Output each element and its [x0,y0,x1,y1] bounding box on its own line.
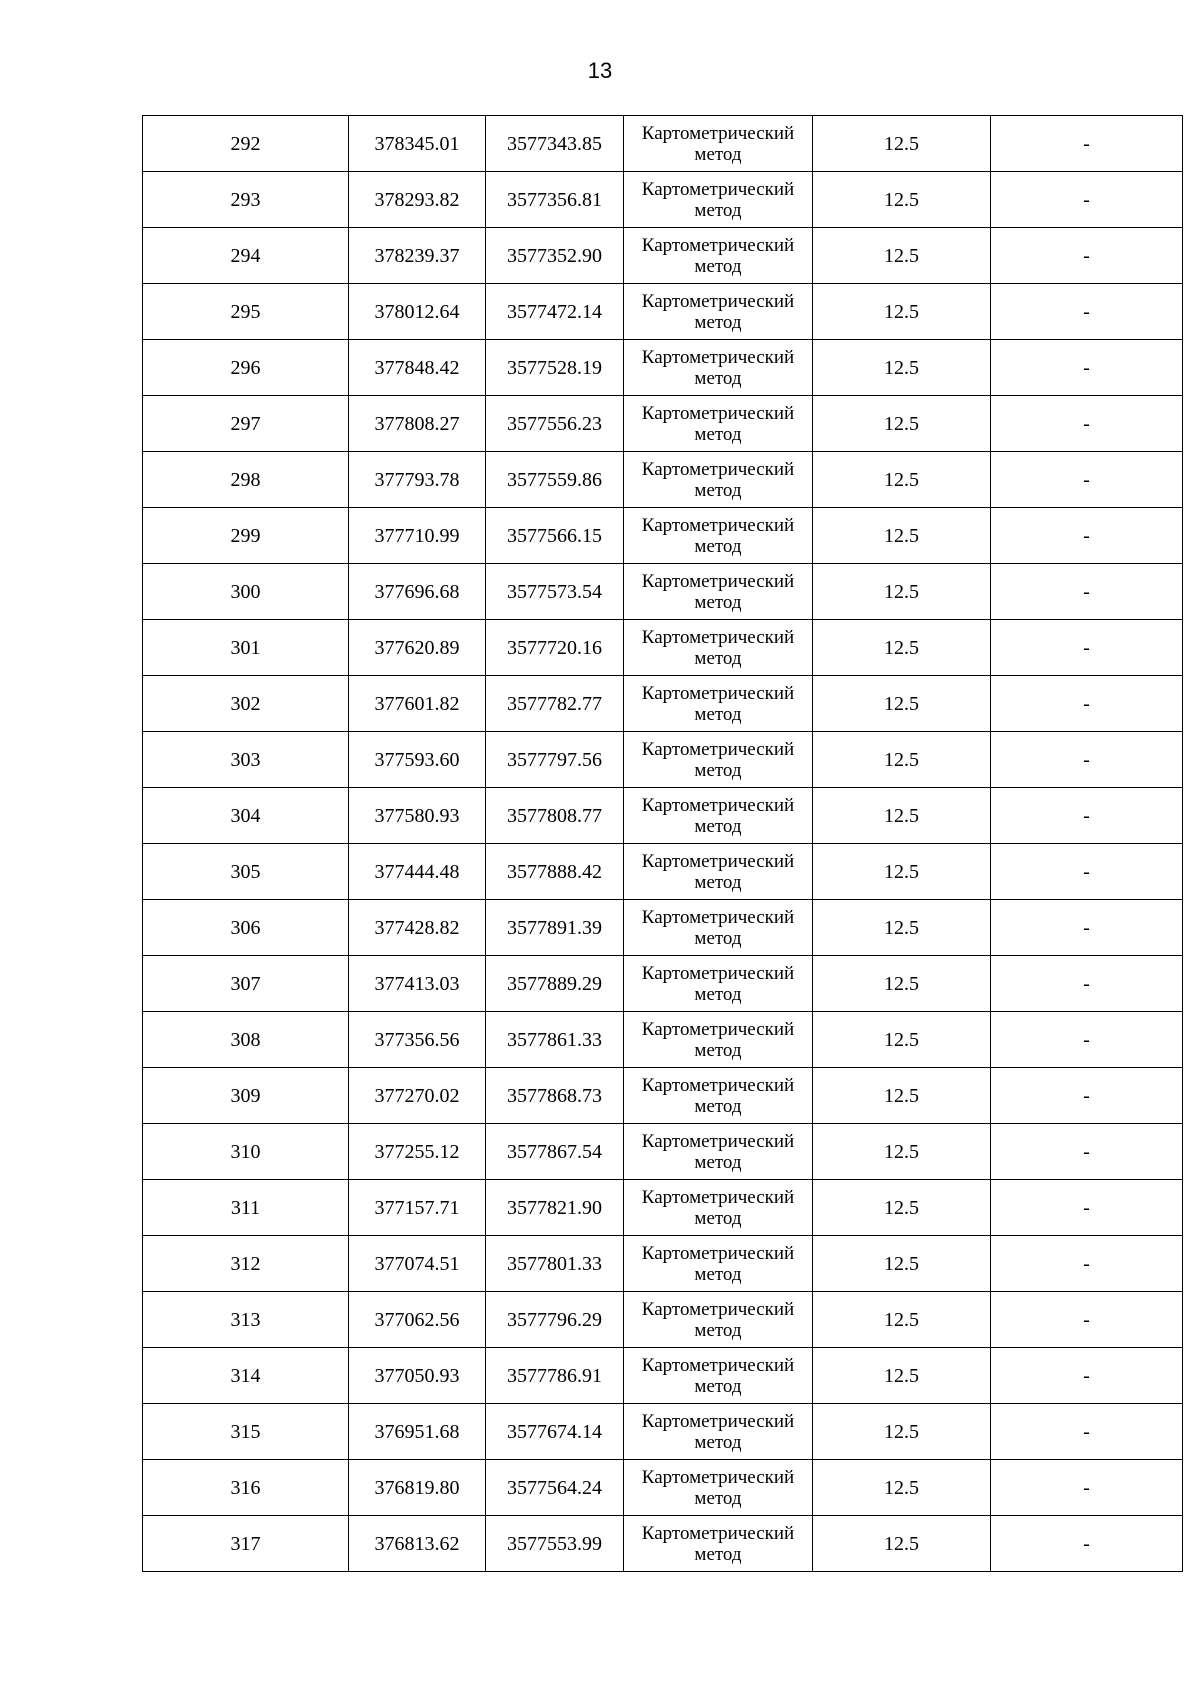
method-cell [624,1404,813,1460]
point-number-cell: 307 [143,956,349,1012]
method-cell [624,1516,813,1572]
method-cell [624,1012,813,1068]
point-number-cell: 306 [143,900,349,956]
method-cell [624,284,813,340]
note-cell: - [991,1404,1183,1460]
method-cell [624,564,813,620]
method-line-1: Картометрический [641,850,795,872]
table-row [143,956,1183,1012]
point-number-cell: 296 [143,340,349,396]
accuracy-cell: 12.5 [813,1348,991,1404]
point-number-cell: 309 [143,1068,349,1124]
method-line-2: метод [694,983,742,1005]
x-coordinate-cell: 377580.93 [349,788,486,844]
y-coordinate-cell: 3577808.77 [486,788,624,844]
method-line-1: Картометрический [641,346,795,368]
method-cell [624,1236,813,1292]
point-number-cell: 297 [143,396,349,452]
method-line-2: метод [694,479,742,501]
method-line-2: метод [694,871,742,893]
method-line-2: метод [694,1207,742,1229]
method-cell [624,172,813,228]
y-coordinate-cell: 3577888.42 [486,844,624,900]
accuracy-cell: 12.5 [813,340,991,396]
table-row [143,1012,1183,1068]
y-coordinate-cell: 3577553.99 [486,1516,624,1572]
accuracy-cell: 12.5 [813,564,991,620]
point-number-cell: 293 [143,172,349,228]
table-row [143,1068,1183,1124]
x-coordinate-cell: 376951.68 [349,1404,486,1460]
y-coordinate-cell: 3577889.29 [486,956,624,1012]
x-coordinate-cell: 377270.02 [349,1068,486,1124]
table-row [143,844,1183,900]
table-row [143,508,1183,564]
method-cell [624,620,813,676]
note-cell: - [991,1292,1183,1348]
table-row [143,1292,1183,1348]
note-cell: - [991,1068,1183,1124]
method-line-1: Картометрический [641,1522,795,1544]
method-line-1: Картометрический [641,906,795,928]
method-line-1: Картометрический [641,794,795,816]
accuracy-cell: 12.5 [813,172,991,228]
table-row [143,396,1183,452]
y-coordinate-cell: 3577801.33 [486,1236,624,1292]
method-line-2: метод [694,1375,742,1397]
note-cell: - [991,956,1183,1012]
method-line-2: метод [694,1543,742,1565]
table-row [143,1180,1183,1236]
note-cell: - [991,1012,1183,1068]
x-coordinate-cell: 377255.12 [349,1124,486,1180]
accuracy-cell: 12.5 [813,1068,991,1124]
method-line-2: метод [694,1319,742,1341]
table-row [143,228,1183,284]
point-number-cell: 315 [143,1404,349,1460]
method-line-1: Картометрический [641,290,795,312]
table-row [143,452,1183,508]
note-cell: - [991,732,1183,788]
table-row [143,564,1183,620]
method-cell [624,228,813,284]
method-line-2: метод [694,423,742,445]
method-line-1: Картометрический [641,458,795,480]
accuracy-cell: 12.5 [813,844,991,900]
point-number-cell: 317 [143,1516,349,1572]
point-number-cell: 308 [143,1012,349,1068]
table-row [143,1516,1183,1572]
table-row [143,620,1183,676]
accuracy-cell: 12.5 [813,1404,991,1460]
method-cell [624,956,813,1012]
method-line-1: Картометрический [641,1018,795,1040]
accuracy-cell: 12.5 [813,1012,991,1068]
accuracy-cell: 12.5 [813,1516,991,1572]
y-coordinate-cell: 3577796.29 [486,1292,624,1348]
method-line-1: Картометрический [641,234,795,256]
method-line-2: метод [694,1431,742,1453]
method-line-1: Картометрический [641,402,795,424]
accuracy-cell: 12.5 [813,620,991,676]
coordinates-table-body [143,116,1183,1572]
note-cell: - [991,1124,1183,1180]
accuracy-cell: 12.5 [813,788,991,844]
x-coordinate-cell: 377444.48 [349,844,486,900]
y-coordinate-cell: 3577891.39 [486,900,624,956]
method-cell [624,340,813,396]
method-cell [624,732,813,788]
method-line-1: Картометрический [641,962,795,984]
point-number-cell: 310 [143,1124,349,1180]
x-coordinate-cell: 377356.56 [349,1012,486,1068]
accuracy-cell: 12.5 [813,732,991,788]
x-coordinate-cell: 377620.89 [349,620,486,676]
table-row [143,116,1183,172]
method-cell [624,788,813,844]
method-cell [624,844,813,900]
point-number-cell: 302 [143,676,349,732]
note-cell: - [991,396,1183,452]
table-row [143,1348,1183,1404]
table-row [143,172,1183,228]
method-line-1: Картометрический [641,738,795,760]
page-number: 13 [587,58,613,83]
method-line-2: метод [694,311,742,333]
point-number-cell: 295 [143,284,349,340]
y-coordinate-cell: 3577782.77 [486,676,624,732]
x-coordinate-cell: 378012.64 [349,284,486,340]
method-line-2: метод [694,535,742,557]
y-coordinate-cell: 3577786.91 [486,1348,624,1404]
method-line-2: метод [694,367,742,389]
method-cell [624,1292,813,1348]
method-line-1: Картометрический [641,1130,795,1152]
x-coordinate-cell: 377793.78 [349,452,486,508]
method-cell [624,1460,813,1516]
accuracy-cell: 12.5 [813,900,991,956]
method-cell [624,1068,813,1124]
accuracy-cell: 12.5 [813,1460,991,1516]
method-line-1: Картометрический [641,626,795,648]
method-line-2: метод [694,255,742,277]
note-cell: - [991,844,1183,900]
x-coordinate-cell: 378293.82 [349,172,486,228]
note-cell: - [991,900,1183,956]
note-cell: - [991,1348,1183,1404]
method-line-1: Картометрический [641,1410,795,1432]
y-coordinate-cell: 3577674.14 [486,1404,624,1460]
point-number-cell: 292 [143,116,349,172]
method-line-2: метод [694,199,742,221]
x-coordinate-cell: 377601.82 [349,676,486,732]
note-cell: - [991,620,1183,676]
x-coordinate-cell: 377413.03 [349,956,486,1012]
y-coordinate-cell: 3577573.54 [486,564,624,620]
x-coordinate-cell: 376813.62 [349,1516,486,1572]
method-line-1: Картометрический [641,1466,795,1488]
method-line-2: метод [694,703,742,725]
y-coordinate-cell: 3577528.19 [486,340,624,396]
method-line-2: метод [694,759,742,781]
note-cell: - [991,284,1183,340]
y-coordinate-cell: 3577797.56 [486,732,624,788]
x-coordinate-cell: 377428.82 [349,900,486,956]
method-line-1: Картометрический [641,1298,795,1320]
method-line-1: Картометрический [641,514,795,536]
accuracy-cell: 12.5 [813,396,991,452]
method-line-1: Картометрический [641,178,795,200]
note-cell: - [991,340,1183,396]
method-line-2: метод [694,143,742,165]
y-coordinate-cell: 3577352.90 [486,228,624,284]
y-coordinate-cell: 3577867.54 [486,1124,624,1180]
note-cell: - [991,508,1183,564]
method-line-2: метод [694,647,742,669]
accuracy-cell: 12.5 [813,508,991,564]
table-row [143,900,1183,956]
x-coordinate-cell: 377696.68 [349,564,486,620]
method-line-1: Картометрический [641,1074,795,1096]
y-coordinate-cell: 3577559.86 [486,452,624,508]
method-line-2: метод [694,1487,742,1509]
x-coordinate-cell: 377074.51 [349,1236,486,1292]
point-number-cell: 300 [143,564,349,620]
x-coordinate-cell: 377710.99 [349,508,486,564]
point-number-cell: 314 [143,1348,349,1404]
method-line-1: Картометрический [641,1354,795,1376]
table-row [143,676,1183,732]
x-coordinate-cell: 376819.80 [349,1460,486,1516]
x-coordinate-cell: 377062.56 [349,1292,486,1348]
y-coordinate-cell: 3577472.14 [486,284,624,340]
note-cell: - [991,1516,1183,1572]
accuracy-cell: 12.5 [813,116,991,172]
method-cell [624,1180,813,1236]
point-number-cell: 313 [143,1292,349,1348]
note-cell: - [991,676,1183,732]
method-line-1: Картометрический [641,682,795,704]
method-line-1: Картометрический [641,1186,795,1208]
x-coordinate-cell: 377593.60 [349,732,486,788]
method-cell [624,396,813,452]
method-line-1: Картометрический [641,1242,795,1264]
note-cell: - [991,172,1183,228]
note-cell: - [991,564,1183,620]
y-coordinate-cell: 3577861.33 [486,1012,624,1068]
y-coordinate-cell: 3577564.24 [486,1460,624,1516]
y-coordinate-cell: 3577343.85 [486,116,624,172]
method-cell [624,1348,813,1404]
point-number-cell: 316 [143,1460,349,1516]
accuracy-cell: 12.5 [813,1124,991,1180]
table-row [143,1236,1183,1292]
accuracy-cell: 12.5 [813,228,991,284]
method-cell [624,1124,813,1180]
x-coordinate-cell: 378345.01 [349,116,486,172]
table-row [143,340,1183,396]
method-line-1: Картометрический [641,122,795,144]
x-coordinate-cell: 377157.71 [349,1180,486,1236]
method-line-2: метод [694,1039,742,1061]
method-line-2: метод [694,815,742,837]
coordinates-table [142,115,1183,1572]
method-line-2: метод [694,1151,742,1173]
y-coordinate-cell: 3577566.15 [486,508,624,564]
accuracy-cell: 12.5 [813,452,991,508]
y-coordinate-cell: 3577720.16 [486,620,624,676]
y-coordinate-cell: 3577821.90 [486,1180,624,1236]
x-coordinate-cell: 378239.37 [349,228,486,284]
point-number-cell: 304 [143,788,349,844]
point-number-cell: 294 [143,228,349,284]
note-cell: - [991,1180,1183,1236]
point-number-cell: 303 [143,732,349,788]
point-number-cell: 299 [143,508,349,564]
accuracy-cell: 12.5 [813,676,991,732]
accuracy-cell: 12.5 [813,284,991,340]
point-number-cell: 298 [143,452,349,508]
x-coordinate-cell: 377050.93 [349,1348,486,1404]
x-coordinate-cell: 377848.42 [349,340,486,396]
note-cell: - [991,452,1183,508]
note-cell: - [991,788,1183,844]
method-cell [624,452,813,508]
method-line-2: метод [694,927,742,949]
table-row [143,732,1183,788]
table-row [143,284,1183,340]
table-row [143,1460,1183,1516]
method-line-2: метод [694,1263,742,1285]
point-number-cell: 301 [143,620,349,676]
note-cell: - [991,116,1183,172]
point-number-cell: 312 [143,1236,349,1292]
accuracy-cell: 12.5 [813,1180,991,1236]
accuracy-cell: 12.5 [813,1292,991,1348]
note-cell: - [991,228,1183,284]
point-number-cell: 311 [143,1180,349,1236]
note-cell: - [991,1236,1183,1292]
point-number-cell: 305 [143,844,349,900]
method-line-2: метод [694,591,742,613]
note-cell: - [991,1460,1183,1516]
table-row [143,788,1183,844]
x-coordinate-cell: 377808.27 [349,396,486,452]
y-coordinate-cell: 3577356.81 [486,172,624,228]
accuracy-cell: 12.5 [813,956,991,1012]
table-row [143,1124,1183,1180]
method-cell [624,508,813,564]
y-coordinate-cell: 3577556.23 [486,396,624,452]
method-cell [624,116,813,172]
method-cell [624,900,813,956]
method-line-1: Картометрический [641,570,795,592]
method-cell [624,676,813,732]
method-line-2: метод [694,1095,742,1117]
y-coordinate-cell: 3577868.73 [486,1068,624,1124]
table-row [143,1404,1183,1460]
accuracy-cell: 12.5 [813,1236,991,1292]
